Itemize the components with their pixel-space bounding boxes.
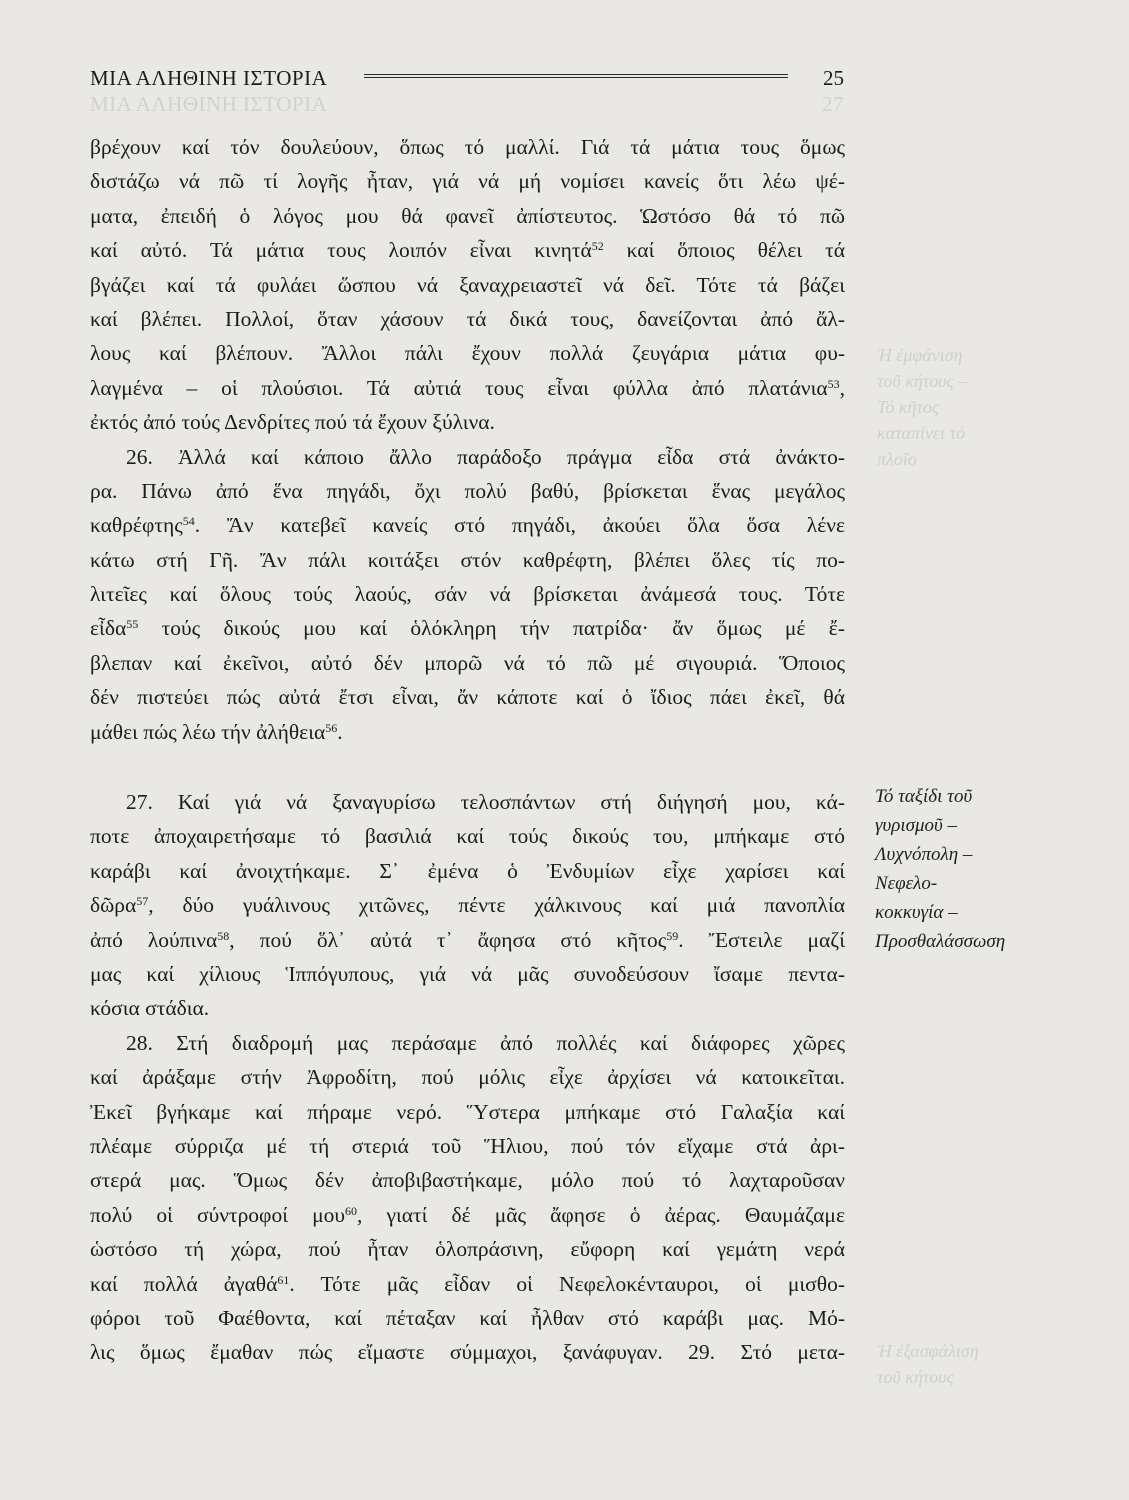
text-line: βγάζει καί τά φυλάει ὥσπου νά ξαναχρειαστεῖ νά δεῖ. Τότε τά βάζει xyxy=(90,272,845,297)
header-rule xyxy=(364,74,788,78)
ghost-margin-note-2: Ἡ ἐξασφάλιση τοῦ κήτους xyxy=(877,1341,979,1387)
footnote-ref: 52 xyxy=(591,239,604,254)
text-line: δέν πιστεύει πώς αὐτά ἔτσι εἶναι, ἄν κάποτε καί ὁ ἴδιος πάει ἐκεῖ, θά xyxy=(90,685,845,710)
margin-note-line: Προσθαλάσσωση xyxy=(875,931,1006,952)
ghost-header xyxy=(90,92,844,117)
text-line: διστάζω νά πῶ τί λογῆς ἦταν, γιά νά μή νομίσει κανείς ὅτι λέω ψέ- xyxy=(90,169,845,194)
text-line: λιτεῖες καί ὅλους τούς λαούς, σάν νά βρίσκεται ἀνάμεσά τους. Τότε xyxy=(90,582,845,607)
margin-note-line: γυρισμοῦ – xyxy=(875,815,957,836)
text-line: 28. Στή διαδρομή μας περάσαμε ἀπό πολλές καί διάφορες χῶρες xyxy=(126,1030,845,1055)
ghost-header-title: ΜΙΑ ΑΛΗΘΙΝΗ ΙΣΤΟΡΙΑ xyxy=(90,92,328,116)
header-title: ΜΙΑ ΑΛΗΘΙΝΗ ΙΣΤΟΡΙΑ xyxy=(90,66,328,90)
text-line: καθρέφτης$^{54}$. Ἄν κατεβεῖ κανείς στό πηγάδι, ἀκούει ὅλα ὅσα λένε xyxy=(90,513,845,538)
text-line: βρέχουν καί τόν δουλεύουν, ὅπως τό μαλλί. Γιά τά μάτια τους ὅμως xyxy=(90,135,845,159)
margin-note xyxy=(875,782,1055,956)
text-line: δῶρα$^{57}$, δύο γυάλινους χιτῶνες, πέντε χάλκινους καί μιά πανοπλία xyxy=(90,893,845,918)
text-line: ρα. Πάνω ἀπό ἕνα πηγάδι, ὄχι πολύ βαθύ, βρίσκεται ἕνας μεγάλος xyxy=(90,478,845,503)
margin-note-line: Λυχνόπολη – xyxy=(875,844,973,865)
text-line: ποτε ἀποχαιρετήσαμε τό βασιλιά καί τούς δικούς του, μπήκαμε στό xyxy=(90,824,845,849)
footnote-ref: 58 xyxy=(217,928,230,943)
text-line: ὡστόσο τή χώρα, πού ἦταν ὁλοπράσινη, εὔφορη καί γεμάτη νερά xyxy=(90,1237,845,1262)
section-gap xyxy=(90,749,845,785)
text-line: λαγμένα – οἱ πλούσιοι. Τά αὐτιά τους εἶναι φύλλα ἀπό πλατάνια$^{53}$, xyxy=(90,375,845,400)
text-line: φόροι τοῦ Φαέθοντα, καί πέταξαν καί ἦλθαν στό καράβι μας. Μό- xyxy=(90,1305,845,1330)
text-line: Ἐκεῖ βγήκαμε καί πήραμε νερό. Ὕστερα μπήκαμε στό Γαλαξία καί xyxy=(90,1099,845,1124)
footnote-ref: 61 xyxy=(277,1272,290,1287)
footnote-ref: 53 xyxy=(827,376,840,391)
text-line: ματα, ἐπειδή ὁ λόγος μου θά φανεῖ ἀπίστευτος. Ὡστόσο θά τό πῶ xyxy=(90,203,845,228)
text-line: 26. Ἀλλά καί κάποιο ἄλλο παράδοξο πράγμα εἶδα στά ἀνάκτο- xyxy=(126,444,845,469)
page-number: 25 xyxy=(823,66,844,90)
paragraph-1 xyxy=(90,130,845,440)
running-header xyxy=(90,66,844,94)
text-line: καί βλέπει. Πολλοί, ὅταν χάσουν τά δικά τους, δανείζονται ἀπό ἄλ- xyxy=(90,306,845,331)
text-line: μας καί χίλιους Ἱππόγυπους, γιά νά μᾶς συνοδεύσουν ἴσαμε πεντα- xyxy=(90,961,845,986)
margin-note-line: Τό ταξίδι τοῦ xyxy=(875,786,973,807)
footnote-ref: 55 xyxy=(126,617,139,632)
text-line: στερά μας. Ὅμως δέν ἀποβιβαστήκαμε, μόλο πού τό λαχταροῦσαν xyxy=(90,1168,845,1193)
text-line: λις ὅμως ἔμαθαν πώς εἴμαστε σύμμαχοι, ξανάφυγαν. 29. Στό μετα- xyxy=(90,1340,845,1365)
text-line: 27. Καί γιά νά ξαναγυρίσω τελοσπάντων στή διήγησή μου, κά- xyxy=(126,790,845,815)
text-line: καί αὐτό. Τά μάτια τους λοιπόν εἶναι κινητά$^{52}$ καί ὅποιος θέλει τά xyxy=(90,238,845,263)
text-line: λους καί βλέπουν. Ἄλλοι πάλι ἔχουν πολλά ζευγάρια μάτια φυ- xyxy=(90,341,845,366)
text-line: πολύ οἱ σύντροφοί μου$^{60}$, γιατί δέ μᾶς ἄφησε ὁ ἀέρας. Θαυμάζαμε xyxy=(90,1202,845,1227)
margin-note-line: Νεφελο- xyxy=(875,873,938,894)
text-line: καί ἀράξαμε στήν Ἀφροδίτη, πού μόλις εἶχε ἀρχίσει νά κατοικεῖται. xyxy=(90,1065,845,1090)
text-line: κόσια στάδια. xyxy=(90,996,210,1021)
paragraph-27 xyxy=(90,785,845,1026)
text-line: εἶδα$^{55}$ τούς δικούς μου καί ὁλόκληρη τήν πατρίδα· ἄν ὅμως μέ ἔ- xyxy=(90,616,845,641)
margin-note-line: κοκκυγία – xyxy=(875,902,958,923)
text-line: καί πολλά ἀγαθά$^{61}$. Τότε μᾶς εἶδαν οἱ Νεφελοκένταυροι, οἱ μισθο- xyxy=(90,1271,845,1296)
paragraph-28 xyxy=(90,1026,845,1370)
footnote-ref: 59 xyxy=(666,928,679,943)
text-line: κάτω στή Γῆ. Ἄν πάλι κοιτάξει στόν καθρέφτη, βλέπει ὅλες τίς πο- xyxy=(90,547,845,572)
body-text xyxy=(90,130,845,1370)
text-line: καράβι καί ἀνοιχτήκαμε. Σ᾿ ἐμένα ὁ Ἐνδυμίων εἶχε χαρίσει καί xyxy=(90,858,845,883)
ghost-margin-note-1: Ἡ ἐμφάνιση τοῦ κήτους – Τό κῆτος καταπίνει τό πλοῖο xyxy=(877,345,968,469)
footnote-ref: 60 xyxy=(345,1203,357,1218)
ghost-header-page: 27 xyxy=(822,92,844,116)
text-line: πλέαμε σύρριζα μέ τή στεριά τοῦ Ἥλιου, πού τόν εἴχαμε στά ἀρι- xyxy=(90,1133,845,1158)
text-line: βλεπαν καί ἐκεῖνοι, αὐτό δέν μπορῶ νά τό πῶ μέ σιγουριά. Ὅποιος xyxy=(90,650,845,675)
text-line: ἀπό λούπινα$^{58}$, πού ὅλ᾿ αὐτά τ᾿ ἄφησα στό κῆτος$^{59}$. Ἔστειλε μαζί xyxy=(90,927,845,952)
footnote-ref: 57 xyxy=(136,894,149,909)
paragraph-26 xyxy=(90,440,845,750)
footnote-ref: 56 xyxy=(325,720,338,735)
footnote-ref: 54 xyxy=(182,514,195,529)
text-line: μάθει πώς λέω τήν ἀλήθεια$^{56}$. xyxy=(90,719,343,744)
text-line: ἐκτός ἀπό τούς Δενδρίτες πού τά ἔχουν ξύλινα. xyxy=(90,410,495,435)
